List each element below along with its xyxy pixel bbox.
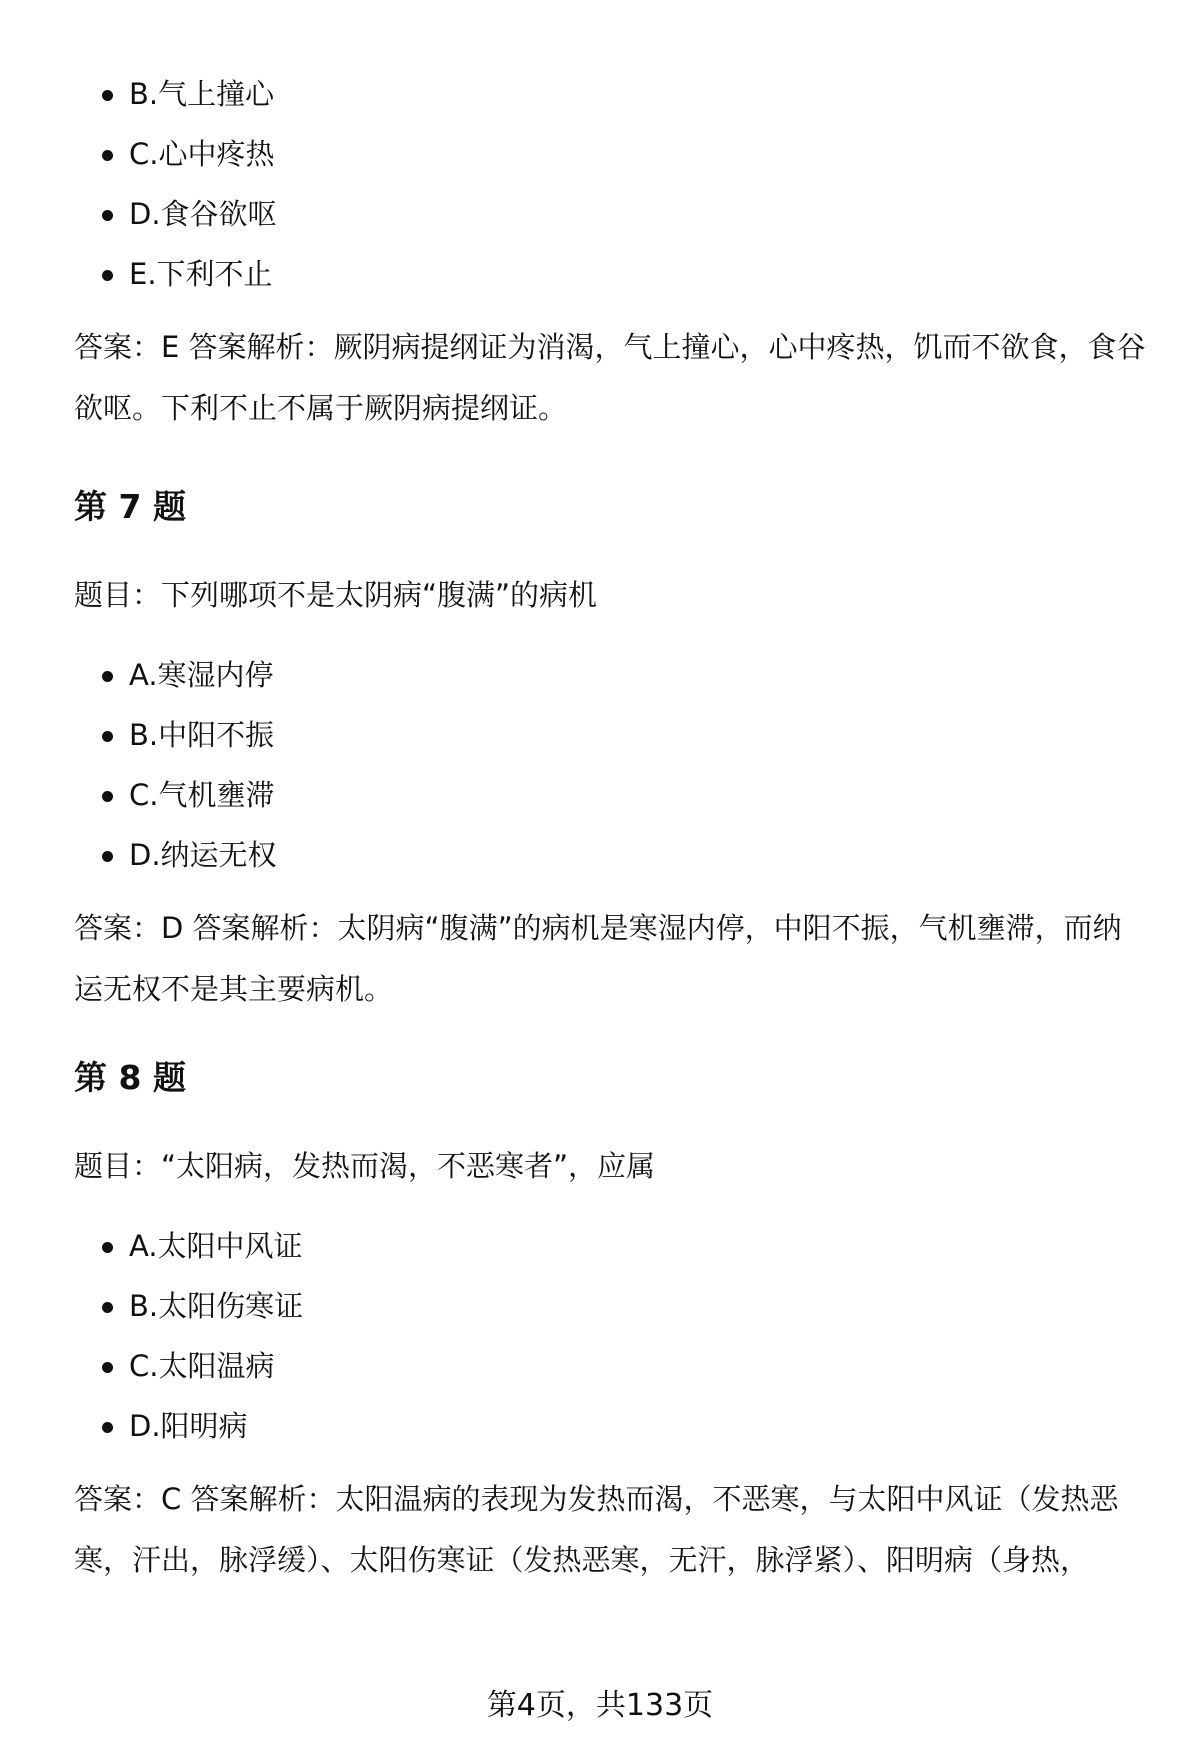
option-c: C.气机壅滞 [129,765,1150,825]
option-d: D.纳运无权 [129,825,1150,885]
option-b: B.气上撞心 [129,64,1150,124]
option-e: E.下利不止 [129,244,1150,304]
question-8-options [74,1216,1150,1456]
option-b: B.太阳伤寒证 [129,1276,1150,1336]
prev-question-answer: 答案：E 答案解析：厥阴病提纲证为消渴，气上撞心，心中疼热，饥而不欲食，食谷欲呕。下利不止不属于厥阴病提纲证。 [74,330,1146,425]
option-a: A.太阳中风证 [129,1216,1150,1276]
option-c: C.心中疼热 [129,124,1150,184]
option-d: D.食谷欲呕 [129,184,1150,244]
option-d: D.阳明病 [129,1396,1150,1456]
document-page [74,64,1150,1591]
question-7-answer: 答案：D 答案解析：太阴病“腹满”的病机是寒湿内停，中阳不振，气机壅滞，而纳运无权不是其主要病机。 [74,911,1122,1006]
option-c: C.太阳温病 [129,1336,1150,1396]
option-a: A.寒湿内停 [129,645,1150,705]
question-8-stem: 题目：“太阳病，发热而渴，不恶寒者”，应属 [74,1149,656,1183]
option-b: B.中阳不振 [129,705,1150,765]
question-8-answer: 答案：C 答案解析：太阳温病的表现为发热而渴，不恶寒，与太阳中风证（发热恶寒，汗出，脉浮缓）、太阳伤寒证（发热恶寒，无汗，脉浮紧）、阳明病（身热， [74,1482,1119,1577]
question-7-options [74,645,1150,885]
question-7-stem: 题目：下列哪项不是太阴病“腹满”的病机 [74,578,598,612]
question-7-title: 第 7 题 [74,487,186,526]
question-8-title: 第 8 题 [74,1058,186,1097]
page-number: 第4页，共133页 [486,1688,714,1723]
prev-question-options [74,64,1150,304]
